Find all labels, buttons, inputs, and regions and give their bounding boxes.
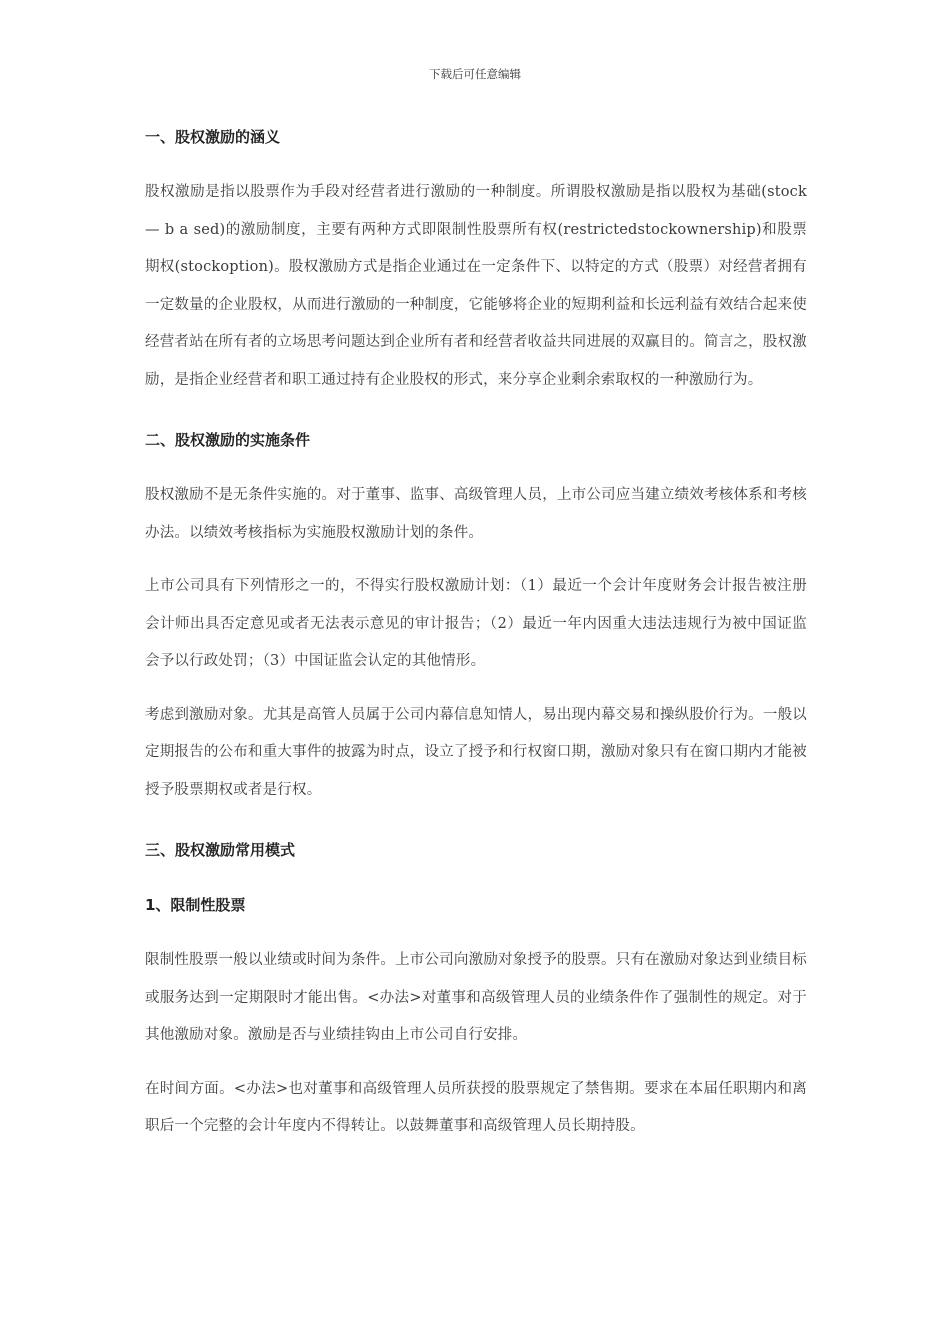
section-heading-1: 一、股权激励的涵义	[145, 128, 281, 146]
subsection-heading-1: 1、限制性股票	[145, 896, 246, 914]
section-heading-2: 二、股权激励的实施条件	[145, 431, 311, 449]
paragraph: 股权激励是指以股票作为手段对经营者进行激励的一种制度。所谓股权激励是指以股权为基础(stock— b a sed)的激励制度，主要有两种方式即限制性股票所有权(restrictedstockownership)和股票期权(stockoption)。股权激励方式是指企业通过在一定条件下、以特定的方式（股票）对经营者拥有一定数量的企业股权，从而进行激励的一种制度，它能够将企业的短期利益和长远利益有效结合起来使经营者站在所有者的立场思考问题达到企业所有者和经营者收益共同进展的双赢目的。简言之，股权激励，是指企业经营者和职工通过持有企业股权的形式，来分享企业剩余索取权的一种激励行为。	[145, 184, 807, 388]
paragraph: 股权激励不是无条件实施的。对于董事、监事、高级管理人员，上市公司应当建立绩效考核体系和考核办法。以绩效考核指标为实施股权激励计划的条件。	[145, 487, 807, 541]
paragraph: 在时间方面。<办法>也对董事和高级管理人员所获授的股票规定了禁售期。要求在本届任职期内和离职后一个完整的会计年度内不得转让。以鼓舞董事和高级管理人员长期持股。	[145, 1080, 807, 1134]
paragraph: 考虑到激励对象。尤其是高管人员属于公司内幕信息知情人，易出现内幕交易和操纵股价行为。一般以定期报告的公布和重大事件的披露为时点，设立了授予和行权窗口期，激励对象只有在窗口期内才能被授予股票期权或者是行权。	[145, 706, 807, 798]
page-header: 下载后可任意编辑	[429, 67, 521, 81]
document-body	[145, 110, 807, 1146]
section-heading-3: 三、股权激励常用模式	[145, 841, 296, 859]
paragraph: 限制性股票一般以业绩或时间为条件。上市公司向激励对象授予的股票。只有在激励对象达到业绩目标或服务达到一定期限时才能出售。<办法>对董事和高级管理人员的业绩条件作了强制性的规定。对于其他激励对象。激励是否与业绩挂钩由上市公司自行安排。	[145, 952, 807, 1043]
paragraph: 上市公司具有下列情形之一的，不得实行股权激励计划：（1）最近一个会计年度财务会计报告被注册会计师出具否定意见或者无法表示意见的审计报告；（2）最近一年内因重大违法违规行为被中国证监会予以行政处罚；（3）中国证监会认定的其他情形。	[145, 578, 807, 669]
